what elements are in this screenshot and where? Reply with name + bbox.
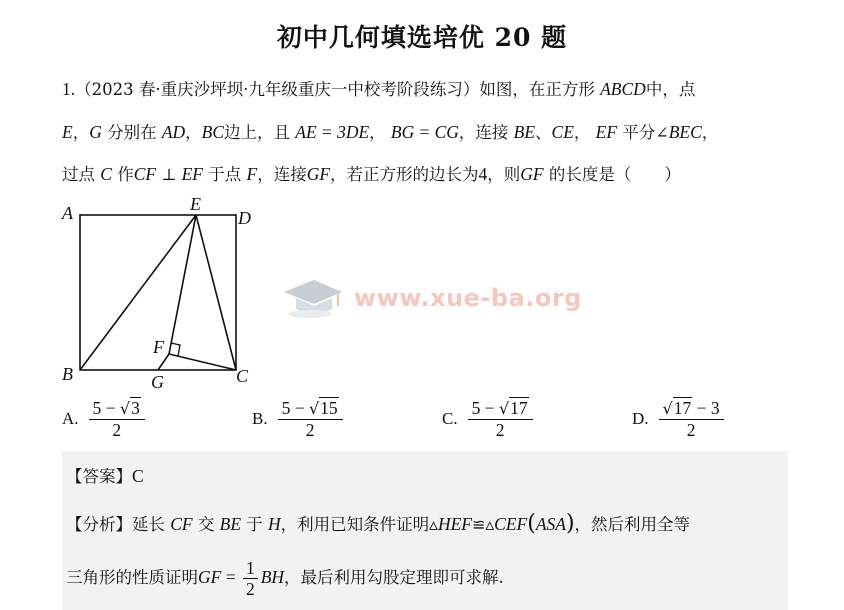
- segment-ef: [169, 215, 196, 354]
- watermark: [280, 276, 582, 320]
- choice-c-fraction: $\frac{5 - √17}{2}$: [468, 398, 533, 440]
- graduation-cap-icon: [280, 276, 346, 320]
- problem-line-2: E，G 分别在 AD，BC边上，且 AE = 3DE， BG = CG，连接 BE、CE， EF 平分∠BEC，: [62, 122, 719, 142]
- watermark-text: www.xue-ba.org: [354, 284, 582, 312]
- choice-b[interactable]: B. $\frac{5 - √15}{2}$: [252, 398, 343, 440]
- choice-c[interactable]: C. $\frac{5 - √17}{2}$: [442, 398, 533, 440]
- analysis-line-1: 【分析】延长 CF 交 BE 于 H，利用已知条件证明▵HEF≌▵CEF(ASA)，然后利用全等: [66, 511, 691, 536]
- answer-line: [66, 463, 144, 487]
- geometry-figure: [60, 195, 260, 395]
- answer-tag: 【答案】: [66, 467, 132, 486]
- problem-line-3: 过点 C 作CF ⊥ EF 于点 F，连接GF，若正方形的边长为4，则GF 的长度是（ ）: [62, 164, 681, 184]
- page-title: 初中几何填选培优 20 题: [276, 23, 568, 52]
- analysis-line-2: 三角形的性质证明GF = $\frac{1}{2}$ BH，最后利用勾股定理即可求解.: [66, 558, 504, 599]
- choice-a-fraction: $\frac{5 - √3}{2}$: [89, 398, 145, 440]
- analysis-tag: 【分析】: [66, 515, 132, 534]
- label-a: A: [62, 203, 73, 223]
- label-e: E: [190, 195, 201, 214]
- label-b: B: [62, 364, 73, 384]
- segment-ce: [196, 215, 236, 370]
- choice-b-fraction: $\frac{5 - √15}{2}$: [278, 398, 343, 440]
- problem-number: 1.: [62, 79, 76, 99]
- choice-d-fraction: $\frac{√17 - 3}{2}$: [659, 398, 724, 440]
- problem-line-1: 1.（2023 春·重庆沙坪坝·九年级重庆一中校考阶段练习）如图，在正方形 ABCD中，点: [62, 79, 696, 99]
- label-d: D: [238, 208, 251, 228]
- choice-d[interactable]: D. $\frac{√17 - 3}{2}$: [632, 398, 724, 440]
- segment-be: [80, 215, 196, 370]
- label-c: C: [236, 366, 249, 386]
- half-fraction: $\frac{1}{2}$: [243, 558, 258, 599]
- choice-a[interactable]: A. $\frac{5 - √3}{2}$: [62, 398, 145, 440]
- segment-cf: [169, 354, 236, 370]
- label-g: G: [151, 372, 164, 392]
- label-f: F: [153, 337, 164, 357]
- problem-source: （2023 春·重庆沙坪坝·九年级重庆一中校考阶段练习）: [75, 80, 480, 99]
- square-name: ABCD: [600, 79, 646, 99]
- answer-value: C: [132, 466, 144, 486]
